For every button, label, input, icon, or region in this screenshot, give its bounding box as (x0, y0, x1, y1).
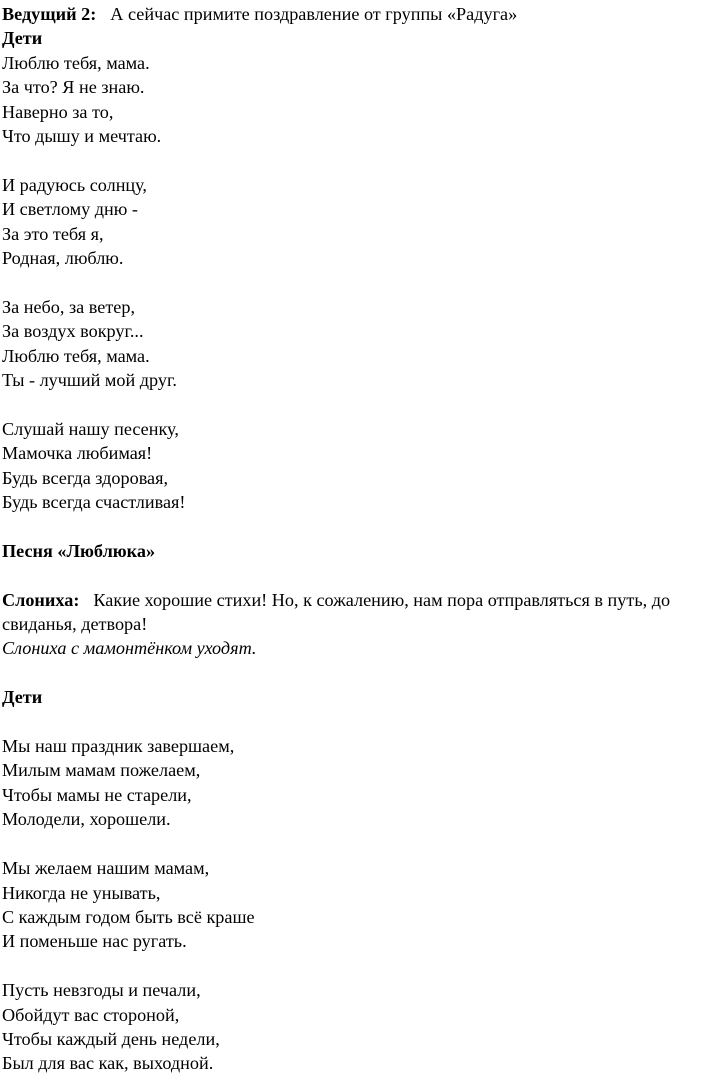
poem-line: Что дышу и мечтаю. (2, 126, 162, 147)
spacer (2, 954, 704, 978)
spacer (2, 392, 704, 416)
spacer (2, 514, 704, 538)
poem-line: За небо, за ветер, (2, 296, 135, 317)
intro-speaker: Ведущий 2: (2, 4, 97, 24)
spacer (2, 563, 704, 587)
poem-line: За воздух вокруг... (2, 321, 144, 342)
poem1-stanza-4 (2, 417, 704, 515)
poem-line: За что? Я не знаю. (2, 77, 145, 98)
spacer (2, 270, 704, 294)
poem-line: С каждым годом быть всё краше (2, 906, 255, 927)
poem-line: Будь всегда здоровая, (2, 467, 169, 488)
poem2-stanza-1 (2, 734, 704, 832)
spacer (2, 148, 704, 172)
poem-line: Мы желаем нашим мамам, (2, 858, 210, 879)
elephant-speaker: Слониха: (2, 589, 80, 610)
poem-line: Люблю тебя, мама. (2, 52, 150, 73)
poem2-stanza-3 (2, 978, 704, 1076)
poem-line: И светлому дню - (2, 199, 138, 220)
poem-line: Обойдут вас стороной, (2, 1004, 180, 1025)
stage-direction: Слониха с мамонтёнком уходят. (2, 638, 257, 659)
poem-line: Милым мамам пожелаем, (2, 760, 201, 781)
poem-line: Молодели, хорошели. (2, 809, 171, 830)
spacer (2, 661, 704, 685)
poem-line: Чтобы мамы не старели, (2, 784, 192, 805)
poem1-heading: Дети (2, 28, 43, 49)
poem1-stanza-3 (2, 295, 704, 393)
poem-line: И поменьше нас ругать. (2, 931, 187, 952)
poem2-stanza-2 (2, 856, 704, 954)
song-title: Песня «Люблюка» (2, 540, 156, 561)
elephant-speech (2, 588, 702, 637)
poem1-stanza-1 (2, 51, 704, 149)
poem-line: Мы наш праздник завершаем, (2, 736, 235, 757)
elephant-text: Какие хорошие стихи! Но, к сожалению, нам пора отправляться в путь, до свиданья, детвора! (2, 589, 671, 635)
poem-line: Никогда не унывать, (2, 882, 161, 903)
spacer (2, 832, 704, 856)
poem-line: За это тебя я, (2, 223, 104, 244)
poem-line: Чтобы каждый день недели, (2, 1028, 220, 1049)
intro-text: А сейчас примите поздравление от группы «Радуга» (110, 4, 518, 24)
poem-line: Наверно за то, (2, 101, 114, 122)
poem1-stanza-2 (2, 173, 704, 271)
poem-line: Будь всегда счастливая! (2, 492, 186, 513)
spacer (2, 710, 704, 734)
poem-line: Был для вас как, выходной. (2, 1053, 214, 1074)
poem-line: Ты - лучший мой друг. (2, 370, 177, 391)
poem2-heading: Дети (2, 687, 43, 708)
poem-line: Родная, люблю. (2, 248, 124, 269)
poem-line: Люблю тебя, мама. (2, 345, 150, 366)
intro-line (2, 2, 704, 26)
poem-line: Мамочка любимая! (2, 443, 153, 464)
poem-line: Пусть невзгоды и печали, (2, 980, 201, 1001)
poem-line: И радуюсь солнцу, (2, 174, 147, 195)
poem-line: Слушай нашу песенку, (2, 418, 179, 439)
